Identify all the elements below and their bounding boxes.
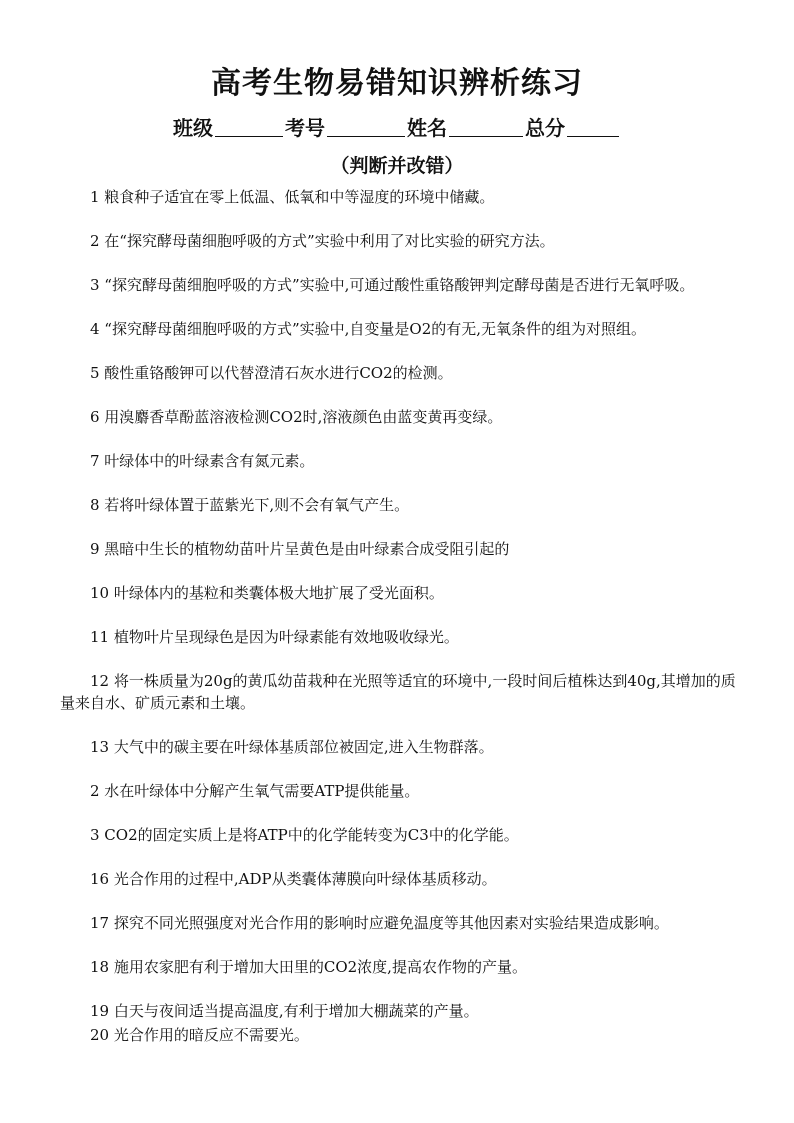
question-item: 10 叶绿体内的基粒和类囊体极大地扩展了受光面积。 [90,584,444,602]
question-item: 2 在“探究酵母菌细胞呼吸的方式”实验中利用了对比实验的研究方法。 [90,232,555,250]
name-blank[interactable] [449,118,523,137]
question-item: 12 将一株质量为20g的黄瓜幼苗栽种在光照等适宜的环境中,一段时间后植株达到40g,其增加的质量来自水、矿质元素和土壤。 [60,672,736,712]
question-item: 4 “探究酵母菌细胞呼吸的方式”实验中,自变量是O2的有无,无氧条件的组为对照组。 [90,320,647,338]
question-item: 11 植物叶片呈现绿色是因为叶绿素能有效地吸收绿光。 [90,628,459,646]
question-item: 1 粮食种子适宜在零上低温、低氧和中等湿度的环境中储藏。 [90,188,495,206]
class-label: 班级 [173,116,213,140]
question-item: 3 “探究酵母菌细胞呼吸的方式”实验中,可通过酸性重铬酸钾判定酵母菌是否进行无氧呼吸。 [90,276,695,294]
question-item: 20 光合作用的暗反应不需要光。 [90,1026,309,1044]
page-title: 高考生物易错知识辨析练习 [211,66,583,101]
question-item: 7 叶绿体中的叶绿素含有氮元素。 [90,452,315,470]
question-item: 5 酸性重铬酸钾可以代替澄清石灰水进行CO2的检测。 [90,364,453,382]
class-blank[interactable] [215,118,283,137]
exam-number-blank[interactable] [327,118,405,137]
question-item: 18 施用农家肥有利于增加大田里的CO2浓度,提高农作物的产量。 [90,958,527,976]
question-item: 2 水在叶绿体中分解产生氧气需要ATP提供能量。 [90,782,420,800]
question-item: 13 大气中的碳主要在叶绿体基质部位被固定,进入生物群落。 [90,738,494,756]
question-item: 9 黑暗中生长的植物幼苗叶片呈黄色是由叶绿素合成受阻引起的 [90,540,510,558]
score-blank[interactable] [567,118,619,137]
question-item: 6 用溴麝香草酚蓝溶液检测CO2时,溶液颜色由蓝变黄再变绿。 [90,408,503,426]
question-item: 16 光合作用的过程中,ADP从类囊体薄膜向叶绿体基质移动。 [90,870,497,888]
question-item: 19 白天与夜间适当提高温度,有利于增加大棚蔬菜的产量。 [90,1002,479,1020]
score-label: 总分 [525,116,565,140]
exam-number-label: 考号 [285,116,325,140]
question-item: 3 CO2的固定实质上是将ATP中的化学能转变为C3中的化学能。 [90,826,519,844]
student-info-line [0,112,794,141]
question-item: 8 若将叶绿体置于蓝紫光下,则不会有氧气产生。 [90,496,410,514]
section-subtitle: （判断并改错） [330,155,464,177]
question-item: 17 探究不同光照强度对光合作用的影响时应避免温度等其他因素对实验结果造成影响。 [90,914,669,932]
name-label: 姓名 [407,116,447,140]
